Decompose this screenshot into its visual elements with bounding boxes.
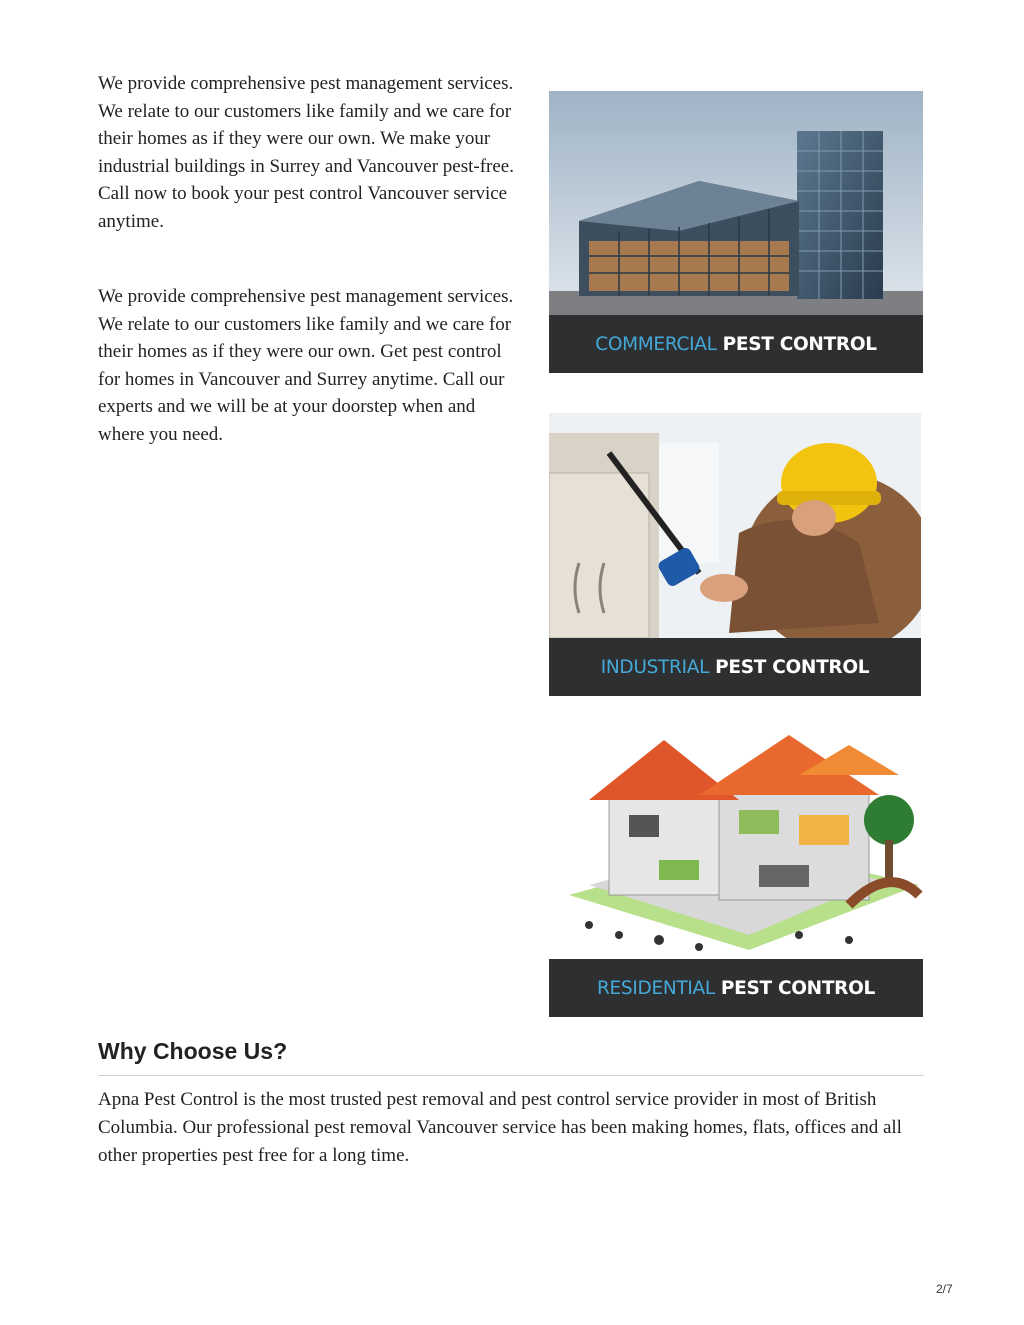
banner-caption	[549, 315, 923, 373]
section-heading-why-choose-us: Why Choose Us?	[98, 1038, 288, 1064]
caption-accent-industrial: INDUSTRIAL	[600, 656, 710, 678]
commercial-building-image	[549, 91, 923, 315]
caption-rest: PEST CONTROL	[720, 977, 876, 999]
caption-accent-residential: RESIDENTIAL	[596, 977, 715, 999]
caption-rest: PEST CONTROL	[715, 656, 870, 678]
commercial-pest-control-banner	[549, 91, 923, 373]
banner-caption	[549, 959, 923, 1017]
why-choose-us-paragraph: Apna Pest Control is the most trusted pest removal and pest control service provider in most of British Columbia. Our professional pest removal Vancouver service has been making homes, flats, offices and all other properties pest free for a long time.	[98, 1089, 902, 1166]
banner-caption	[549, 638, 921, 696]
industrial-pest-control-banner	[549, 413, 921, 696]
residential-pest-control-banner	[549, 735, 923, 1017]
page-number: 2/7	[936, 1282, 953, 1296]
pest-control-technician-image	[549, 413, 921, 638]
intro-paragraph-residential: We provide comprehensive pest management services. We relate to our customers like family and we care for their homes as if they were our own. Get pest control for homes in Vancouver and Surrey anytime. Call our experts and we will be at your doorstep when and where you need.	[98, 286, 514, 445]
residential-house-cutaway-image	[549, 735, 923, 959]
caption-accent-commercial: COMMERCIAL	[595, 333, 717, 355]
caption-rest: PEST CONTROL	[722, 333, 877, 355]
intro-paragraph-commercial: We provide comprehensive pest management services. We relate to our customers like family and we care for their homes as if they were our own. We make your industrial buildings in Surrey and Vancouver pest-free. Call now to book your pest control Vancouver service anytime.	[98, 73, 514, 232]
section-divider	[98, 1075, 924, 1076]
